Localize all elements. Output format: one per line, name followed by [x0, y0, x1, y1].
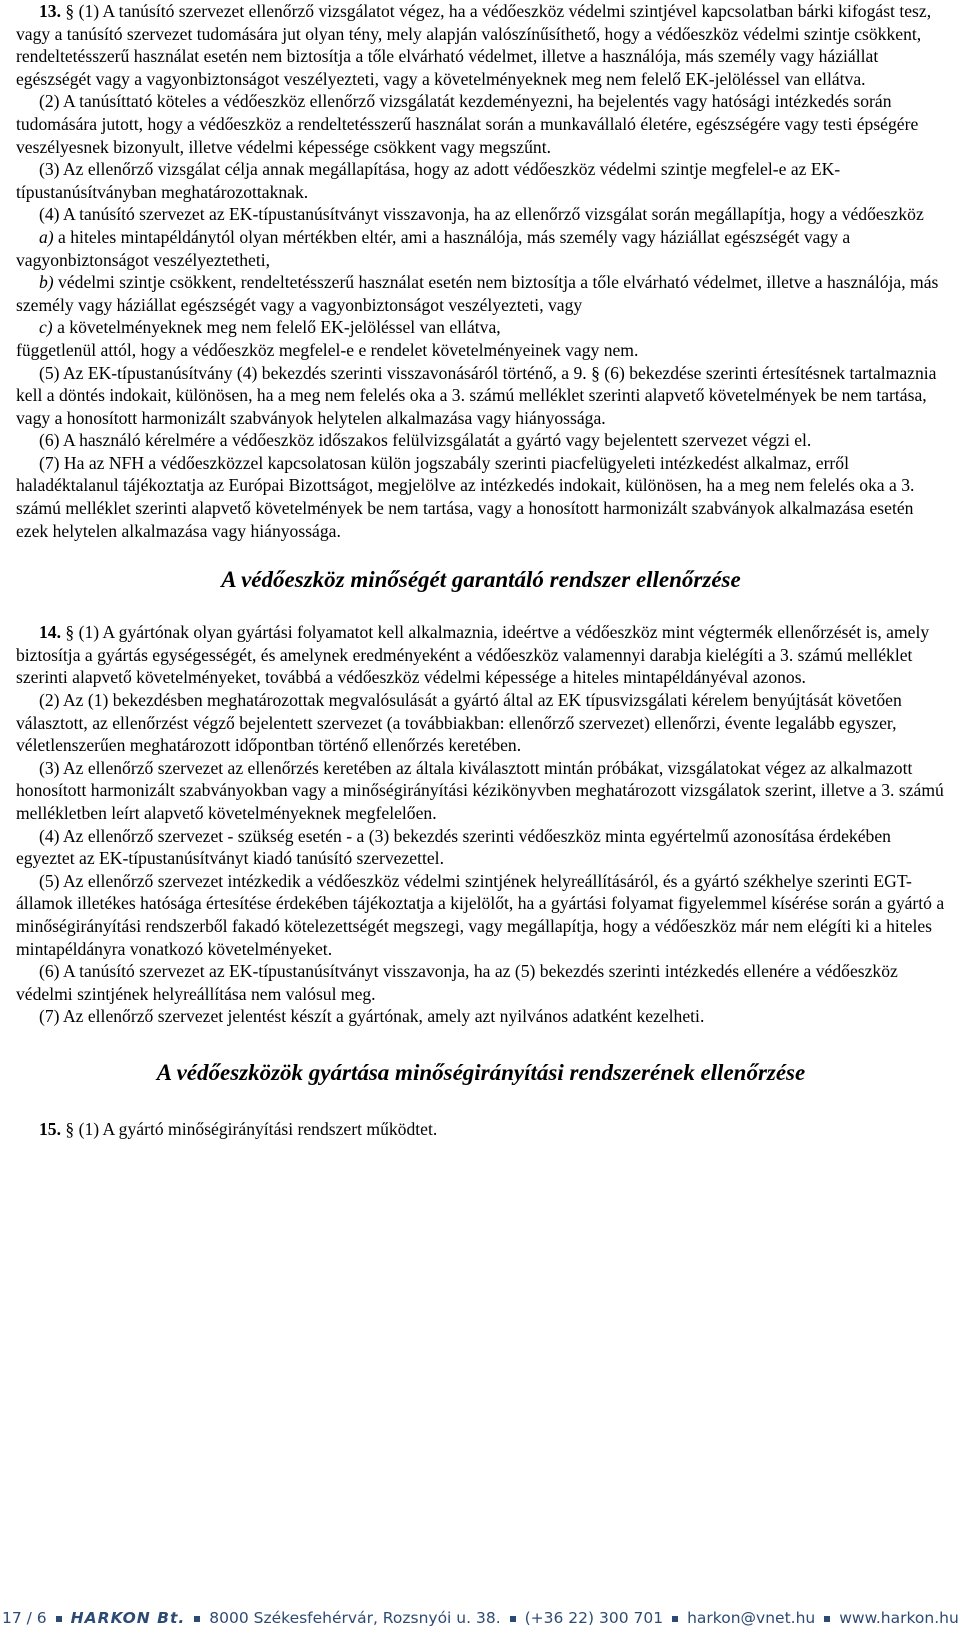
section-13-item-b: [16, 271, 946, 316]
footer-separator: [56, 1616, 62, 1622]
footer-phone: (+36 22) 300 701: [524, 1609, 664, 1627]
document-page: [16, 0, 946, 1141]
section-13-paragraph-4: (4) A tanúsító szervezet az EK-típustanúsítványt visszavonja, ha az ellenőrző vizsgálat során megállapítja, hogy a védőeszköz: [39, 204, 924, 225]
section-number-13: 13.: [39, 1, 61, 21]
footer-separator: [672, 1616, 678, 1622]
footer-separator: [824, 1616, 830, 1622]
heading-production-quality-management-check: A védőeszközök gyártása minőségirányítási rendszerének ellenőrzése: [156, 1059, 806, 1085]
section-14-paragraph-5: (5) Az ellenőrző szervezet intézkedik a védőeszköz védelmi szintjének helyreállításáról, és a gyártó székhelye szerinti EGT-államok illetékes hatósága értesítése érdekében tájékoztatja a kijelölőt, ha a gyártási folyamat figyelemmel kísérése során a gyártó a minőségirányítási rendszerből fakadó kötelezettségét megszegi, vagy megállapítja, hogy a védőeszköz már nem elégíti ki a hiteles mintapéldányra vonatkozó követelményeket.: [16, 870, 945, 959]
section-13-paragraph-5: (5) Az EK-típustanúsítvány (4) bekezdés szerinti visszavonásáról történő, a 9. § (6) bekezdése szerinti értesítésnek tartalmaznia kell a döntés indokait, különösen, ha a meg nem felelés oka a 3. számú melléklet szerinti alapvető követelmények be nem tartása, vagy a honosított harmonizált szabványok helytelen alkalmazása vagy hiányossága.: [16, 362, 937, 428]
section-number-15: 15.: [39, 1118, 61, 1139]
footer-company-logo: HARKON Bt.: [70, 1609, 186, 1627]
section-15-paragraph-1: [16, 1118, 946, 1141]
footer-page-number: 17 / 6: [2, 1609, 47, 1627]
section-14-paragraph-3: (3) Az ellenőrző szervezet az ellenőrzés keretében az általa kiválasztott mintán próbákat, vizsgálatokat végez az alkalmazott honosított harmonizált szabványokban vagy a minőségirányítási kézikönyvben meghatározott vizsgálatok szerint, illetve a 3. számú mellékletben leírt alapvető követelményeknek megfelelően.: [16, 757, 944, 823]
section-13-item-c: [16, 316, 946, 339]
section-number-14: 14.: [39, 622, 61, 643]
item-a-label: a): [39, 226, 54, 247]
footer-address: 8000 Székesfehérvár, Rozsnyói u. 38.: [209, 1609, 501, 1627]
item-b-text: védelmi szintje csökkent, rendeltetésszerű használat esetén nem biztosítja a tőle elvárható védelmet, illetve a használója, más személy vagy háziállat egészségét vagy a vagyonbiztonságot veszélyezteti, vagy: [16, 272, 939, 315]
item-c-label: c): [39, 317, 53, 338]
footer-email[interactable]: harkon@vnet.hu: [687, 1609, 816, 1627]
footer-separator: [510, 1616, 516, 1622]
section-14-paragraph-7: (7) Az ellenőrző szervezet jelentést készít a gyártónak, amely azt nyilvános adatként kezelheti.: [39, 1006, 705, 1027]
section-13-paragraph-7: (7) Ha az NFH a védőeszközzel kapcsolatosan külön jogszabály szerinti piacfelügyeleti intézkedést alkalmaz, erről haladéktalanul tájékoztatja az Európai Bizottságot, megjelölve az intézkedés indokait, különösen, ha a meg nem felelés oka a 3. számú melléklet szerinti alapvető követelmények be nem tartása, vagy a honosított harmonizált szabványok alkalmazása esetén ezek helytelen alkalmazása vagy hiányossága.: [16, 452, 915, 541]
section-14-paragraph-2: (2) Az (1) bekezdésben meghatározottak megvalósulását a gyártó által az EK típusvizsgálati kérelem benyújtását követően választott, az ellenőrzést végző bejelentett szervezet (a továbbiakban: ellenőrző szervezet) ellenőrzi, évente legalább egyszer, véletlenszerűen meghatározott időpontban történő ellenőrzés keretében.: [16, 690, 902, 756]
footer-separator: [194, 1616, 200, 1622]
section-14-paragraph-6: (6) A tanúsító szervezet az EK-típustanúsítványt visszavonja, ha az (5) bekezdés szerinti intézkedés ellenére a védőeszköz védelmi szintjének helyreállítása nem valósul meg.: [16, 961, 898, 1004]
section-13-text-1: § (1) A tanúsító szervezet ellenőrző vizsgálatot végez, ha a védőeszköz védelmi szintjével kapcsolatban bárki kifogást tesz, vagy a tanúsító szervezet tudomására jut olyan tény, mely alapján valószínűsíthető, hogy a védőeszköz védelmi szintje csökkent, rendeltetésszerű használat esetén nem biztosítja a tőle elvárható védelmet, illetve a használója, más személy vagy háziállat egészségét vagy a vagyonbiztonságot veszélyezteti, vagy a követelményeknek meg nem felelő EK-jelöléssel van ellátva.: [16, 1, 932, 89]
section-14-paragraph-4: (4) Az ellenőrző szervezet - szükség esetén - a (3) bekezdés szerinti védőeszköz minta egyértelmű azonosítása érdekében egyeztet az EK-típustanúsítványt kiadó tanúsító szervezettel.: [16, 825, 891, 869]
section-13-paragraph-3: (3) Az ellenőrző vizsgálat célja annak megállapítása, hogy az adott védőeszköz védelmi szintje megfelel-e az EK-típustanúsítványban meghatározottaknak.: [16, 159, 841, 202]
section-14-paragraph-1: [16, 621, 946, 689]
item-b-label: b): [39, 272, 54, 293]
section-13-paragraph-6: (6) A használó kérelmére a védőeszköz időszakos felülvizsgálatát a gyártó vagy bejelentett szervezet végzi el.: [39, 430, 812, 451]
item-c-text: a követelményeknek meg nem felelő EK-jelöléssel van ellátva,: [52, 317, 501, 338]
section-13-paragraph-1: [16, 0, 946, 90]
section-15-text-1: § (1) A gyártó minőségirányítási rendszert működtet.: [65, 1118, 438, 1139]
item-a-text: a hiteles mintapéldánytól olyan mértékben eltér, ami a használója, más személy vagy háziállat egészségét vagy a vagyonbiztonságot veszélyeztetheti,: [16, 226, 851, 270]
page-footer: [0, 1604, 960, 1632]
section-13-paragraph-4-tail: függetlenül attól, hogy a védőeszköz megfelel-e e rendelet követelményeinek vagy nem.: [16, 339, 639, 360]
footer-website[interactable]: www.harkon.hu: [839, 1609, 959, 1627]
heading-quality-system-check: A védőeszköz minőségét garantáló rendszer ellenőrzése: [221, 567, 741, 593]
section-13-paragraph-2: (2) A tanúsíttató köteles a védőeszköz ellenőrző vizsgálatát kezdeményezni, ha bejelentés vagy hatósági intézkedés során tudomására jutott, hogy a védőeszköz a rendeltetésszerű használat során a munkavállaló életére, egészségére vagy testi épségére veszélyesnek bizonyult, illetve védelmi képessége csökkent vagy megszűnt.: [16, 91, 919, 157]
section-14-text-1: § (1) A gyártónak olyan gyártási folyamatot kell alkalmaznia, ideértve a védőeszköz mint végtermék ellenőrzését is, amely biztosítja a gyártás egységességét, és amelynek eredményeként a védőeszköz valamennyi darabja kielégíti a 3. számú melléklet szerinti alapvető követelményeket, továbbá a védőeszköz védelmi képessége a hiteles mintapéldányéval azonos.: [16, 622, 930, 688]
section-13-item-a: [16, 226, 946, 271]
